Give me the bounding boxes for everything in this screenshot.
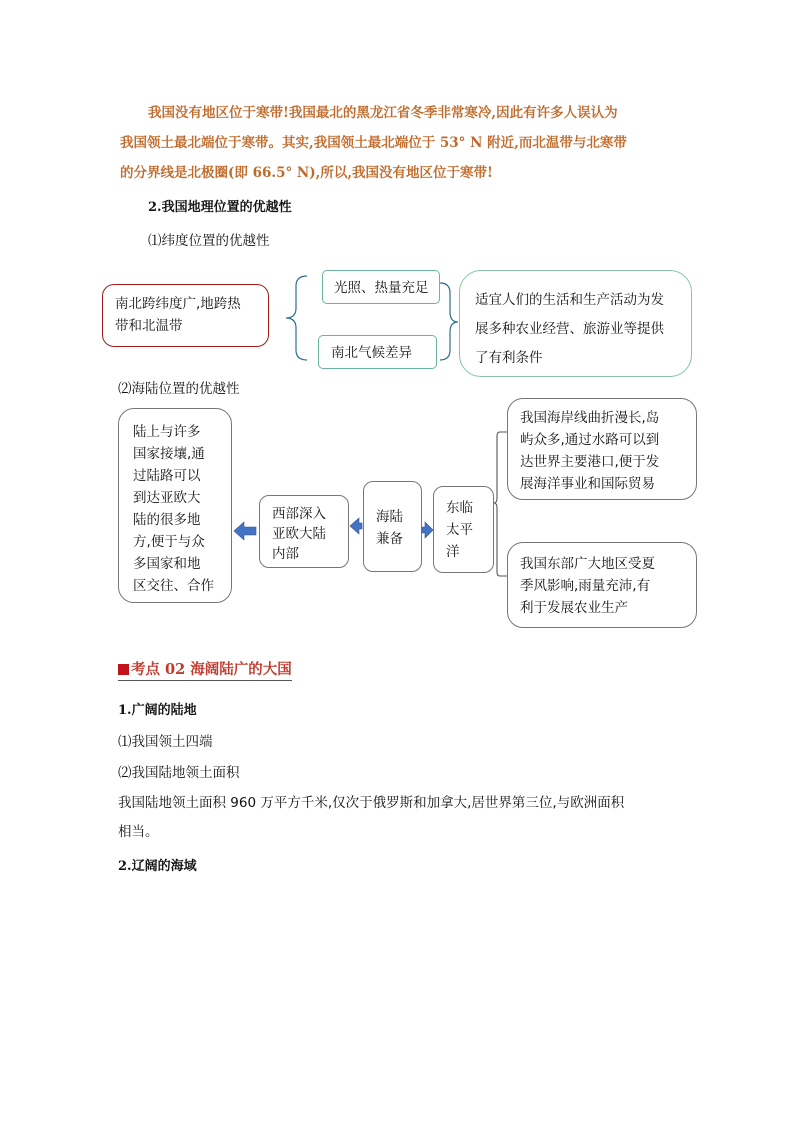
lat-result-line-1: 适宜人们的生活和生产活动为发 [475,292,664,308]
arrow-right-icon [422,522,433,538]
left-result-line: 国家接壤,通 [133,446,205,462]
west-line: 亚欧大陆 [272,526,326,542]
subheading-latitude: ⑴纬度位置的优越性 [148,233,270,249]
land-paragraph [118,789,678,847]
east-line: 东临 [446,500,473,516]
left-result-line: 陆的很多地 [133,512,201,528]
left-result-line: 到达亚欧大 [133,490,201,506]
section-title [118,658,292,681]
left-result-line: 方,便于与众 [133,534,205,550]
arrow-left-icon [350,518,362,534]
right-bottom-line: 利于发展农业生产 [520,600,628,616]
lat-climate-text: 南北气候差异 [331,345,412,361]
note-line-1: 我国没有地区位于寒带!我国最北的黑龙江省冬季非常寒冷,因此有许多人误认为 [148,105,618,121]
left-result-line: 过陆路可以 [133,468,201,484]
right-top-line: 展海洋事业和国际贸易 [520,476,655,492]
east-line: 洋 [446,544,460,560]
left-result-line: 区交往、合作 [133,578,214,594]
heading-geo-advantage: 2.我国地理位置的优越性 [148,200,292,215]
land-item-2: ⑵我国陆地领土面积 [118,765,240,781]
section-marker-icon [118,664,129,675]
subheading-sea-land: ⑵海陆位置的优越性 [118,381,240,397]
left-result-line: 陆上与许多 [133,424,201,440]
section-title-text: 考点 02 海阔陆广的大国 [131,661,292,678]
left-result-line: 多国家和地 [133,556,201,572]
note-line-2: 我国领土最北端位于寒带。其实,我国领土最北端位于 53° N 附近,而北温带与北寒带 [120,135,627,151]
lat-sunlight-text: 光照、热量充足 [334,280,429,296]
lat-source-line-1: 南北跨纬度广,地跨热 [115,296,241,312]
arrow-left-icon [234,522,256,540]
west-line: 内部 [272,546,299,562]
center-line: 海陆 [376,509,403,525]
right-bottom-line: 我国东部广大地区受夏 [520,556,655,572]
right-top-line: 屿众多,通过水路可以到 [520,432,660,448]
right-bottom-line: 季风影响,雨量充沛,有 [520,578,651,594]
land-para-line-2: 相当。 [118,824,159,840]
center-line: 兼备 [376,531,403,547]
heading-land: 1.广阔的陆地 [118,703,197,718]
note-line-3: 的分界线是北极圈(即 66.5° N),所以,我国没有地区位于寒带! [120,165,493,181]
lat-result-line-3: 了有利条件 [475,350,543,366]
land-para-line-1: 我国陆地领土面积 960 万平方千米,仅次于俄罗斯和加拿大,居世界第三位,与欧洲面积 [118,795,625,811]
east-line: 太平 [446,522,473,538]
lat-result-line-2: 展多种农业经营、旅游业等提供 [475,321,664,337]
west-line: 西部深入 [272,506,326,522]
lat-source-line-2: 带和北温带 [115,318,183,334]
right-top-line: 我国海岸线曲折漫长,岛 [520,410,660,426]
right-top-line: 达世界主要港口,便于发 [520,454,660,470]
land-item-1: ⑴我国领土四端 [118,734,213,750]
heading-sea: 2.辽阔的海域 [118,859,197,874]
